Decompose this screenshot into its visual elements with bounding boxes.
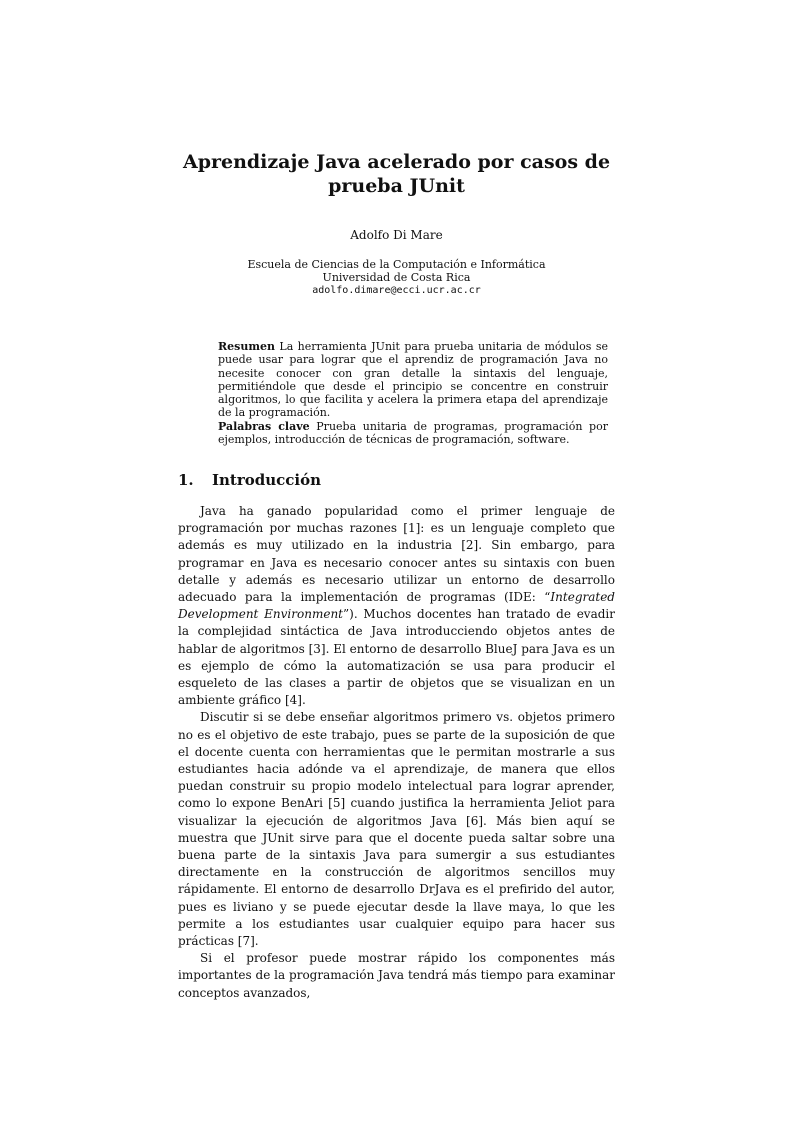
affiliation-university: Universidad de Costa Rica [322, 271, 471, 284]
body-text [178, 503, 615, 1002]
keywords-label: Palabras clave [218, 419, 310, 433]
section-title: Introducción [212, 471, 322, 489]
section-number: 1. [178, 471, 194, 489]
paper-title: Aprendizaje Java acelerado por casos de prueba JUnit [182, 151, 611, 197]
paragraph-2: Discutir si se debe enseñar algoritmos primero vs. objetos primero no es el objetivo de este trabajo, pues se parte de la suposición de que el docente cuenta con herramientas que le permitan mostrarle a sus estudiantes hacia adónde va el aprendizaje, de manera que ellos puedan construir su propio modelo intelectual para lograr aprender, como lo expone BenAri [5] cuando justifica la herramienta Jeliot para visualizar la ejecución de algoritmos Java [6]. Más bien aquí se muestra que JUnit sirve para que el docente pueda saltar sobre una buena parte de la sintaxis Java para sumergir a sus estudiantes directamente en la construcción de algoritmos sencillos muy rápidamente. El entorno de desarrollo DrJava es el prefirido del autor, pues es liviano y se puede ejecutar desde la llave maya, lo que les permite a los estudiantes usar cualquier equipo para hacer sus prácticas [7]. [178, 710, 615, 949]
abstract-paragraph [218, 340, 608, 420]
author-email: adolfo.dimare@ecci.ucr.ac.cr [312, 285, 481, 296]
keywords-paragraph [218, 420, 608, 447]
paragraph-1-emphasis: Integrated Development Environment [178, 590, 615, 622]
paragraph-1-part-b: ”). Muchos docentes han tratado de evadir la complejidad sintáctica de Java introducciendo objetos antes de hablar de algoritmos [3]. El entorno de desarrollo BlueJ para Java es un es ejemplo de cómo la automatización se usa para producir el esqueleto de las clases a partir de objetos que se visualizan en un ambiente gráfico [4]. [178, 607, 615, 708]
section-heading [178, 471, 615, 489]
abstract-text: La herramienta JUnit para prueba unitaria de módulos se puede usar para lograr que el aprendiz de programación Java no necesite conocer con gran detalle la sintaxis del lenguaje, permitiéndole que desde el principio se concentre en construir algoritmos, lo que facilita y acelera la primera etapa del aprendizaje de la programación. [218, 340, 609, 420]
affiliation-block [220, 258, 573, 297]
abstract-label: Resumen [218, 340, 275, 353]
paragraph-1 [178, 503, 615, 709]
abstract-block [218, 340, 608, 446]
keywords-text: Prueba unitaria de programas, programación por ejemplos, introducción de técnicas de programación, software. [218, 419, 608, 447]
affiliation-department: Escuela de Ciencias de la Computación e Informática [247, 258, 546, 271]
paragraph-1-part-a: Java ha ganado popularidad como el primer lenguaje de programación por muchas razones [1]: es un lenguaje completo que además es muy utilizado en la industria [2]. Sin embargo, para programar en Java es necesario conocer antes su sintaxis con buen detalle y además es necesario utilizar un entorno de desarrollo adecuado para la implementación de programas (IDE: “ [178, 504, 615, 605]
paragraph-3: Si el profesor puede mostrar rápido los componentes más importantes de la programación Java tendrá más tiempo para examinar conceptos avanzados, [178, 951, 615, 1000]
author-name: Adolfo Di Mare [350, 228, 443, 242]
